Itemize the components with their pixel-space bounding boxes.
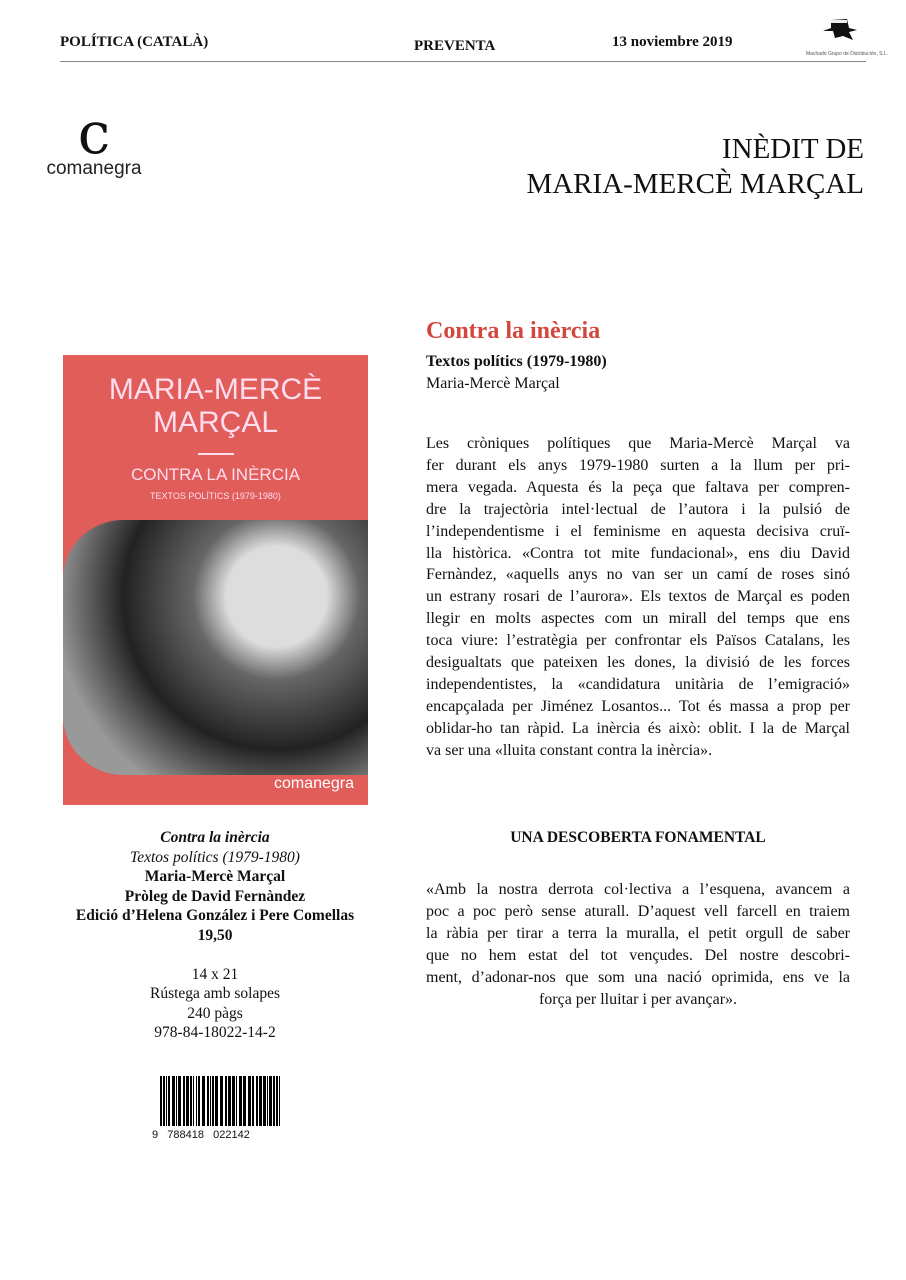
barcode-bar (163, 1076, 165, 1126)
text-line: Les cròniques polítiques que Maria-Mercè Marçal va (426, 435, 850, 452)
barcode-bar (176, 1076, 177, 1126)
barcode-bar (198, 1076, 200, 1126)
book-author: Maria-Mercè Marçal (426, 375, 560, 392)
text-line: la ràbia per tirar a terra la muralla, el petit orgull de saber (426, 924, 850, 942)
date: 13 noviembre 2019 (612, 34, 733, 50)
status: PREVENTA (414, 38, 496, 54)
barcode-bar (279, 1076, 280, 1126)
text-line: «Amb la nostra derrota col·lectiva a l’esquena, avancem a (426, 881, 850, 898)
barcode-bar (183, 1076, 185, 1126)
text-line: desigualtats que pateixen les dones, la divisió de les forces (426, 654, 850, 672)
text-line: dre la trajectòria intel·lectual de l’autora i la pulsió de (426, 500, 850, 518)
barcode-bar (236, 1076, 237, 1126)
headline: INÈDIT DE MARIA-MERCÈ MARÇAL (526, 133, 864, 200)
text-line: oblidar-ho tan ràpid. La inèrcia és això: oblit. I la de Marçal (426, 719, 850, 737)
barcode: 9 788418 022142 (152, 1076, 286, 1141)
barcode-bar (178, 1076, 181, 1126)
barcode-bar (212, 1076, 214, 1126)
text-line: Fernàndez, «aquells anys no van ser un camí de roses sinó (426, 566, 850, 584)
text-line: mera vegada. Aquesta és la peça que faltava per compren- (426, 478, 850, 496)
barcode-bar (232, 1076, 235, 1126)
barcode-bar (256, 1076, 258, 1126)
hat-man-icon (819, 16, 859, 46)
barcode-bar (267, 1076, 268, 1126)
barcode-bar (186, 1076, 189, 1126)
text-line: llegir en molts aspectes com un mirall del temps que ens (426, 610, 850, 628)
text-line: força per lluitar i per avançar». (538, 990, 738, 1008)
book-title: Contra la inèrcia (426, 318, 601, 344)
barcode-bar (259, 1076, 262, 1126)
barcode-bar (248, 1076, 251, 1126)
section-heading: UNA DESCOBERTA FONAMENTAL (510, 829, 766, 846)
barcode-bar (160, 1076, 162, 1126)
category: POLÍTICA (CATALÀ) (60, 34, 209, 50)
cover-photo (63, 520, 368, 775)
barcode-bar (190, 1076, 192, 1126)
text-line: encapçalada per Jiménez Losantos... Tot és massa a prop per (426, 697, 850, 715)
text-line: l’independentisme i el feminisme en aquesta decisiva cruï- (426, 522, 850, 540)
barcode-bar (166, 1076, 167, 1126)
text-line: que no hem estat del tot vençudes. Del nostre descobri- (426, 946, 850, 964)
text-line: un estrany rosari de l’aurora». Els textos de Marçal es poden (426, 588, 850, 606)
barcode-bar (210, 1076, 211, 1126)
barcode-bar (243, 1076, 246, 1126)
barcode-bar (276, 1076, 278, 1126)
text-line: fer durant els anys 1979-1980 surten a la llum per pri- (426, 456, 850, 474)
text-line: va ser una «lluita constant contra la inèrcia». (426, 741, 713, 759)
book-subtitle: Textos polítics (1979-1980) (426, 353, 607, 370)
barcode-bar (239, 1076, 242, 1126)
description (426, 433, 850, 762)
barcode-bar (215, 1076, 218, 1126)
text-line: toca viure: l’estratègia per confrontar els Països Catalans, les (426, 632, 850, 650)
quote (426, 879, 850, 1010)
barcode-bar (168, 1076, 170, 1126)
barcode-bar (263, 1076, 266, 1126)
distributor-logo: Machado Grupo de Distribución, S.L. (806, 16, 872, 57)
text-line: lla històrica. «Contra tot mite fundacional», ens diu David (426, 544, 850, 562)
text-line: ment, d’adonar-nos que som una nació oprimida, ens ve la (426, 968, 850, 986)
barcode-bar (207, 1076, 209, 1126)
barcode-bar (172, 1076, 175, 1126)
barcode-bar (273, 1076, 275, 1126)
barcode-bar (252, 1076, 254, 1126)
text-line: independentistes, la «candidatura unitària de l’emigració» (426, 675, 850, 693)
barcode-bar (193, 1076, 194, 1126)
barcode-bar (220, 1076, 223, 1126)
barcode-bar (202, 1076, 205, 1126)
text-line: poc a poc però sense aturall. D’aquest vell farcell en traiem (426, 902, 850, 920)
publisher-logo: c comanegra (46, 99, 142, 179)
header-rule (60, 61, 866, 62)
barcode-bars (152, 1076, 286, 1126)
barcode-bar (269, 1076, 272, 1126)
book-specs: Contra la inèrcia Textos polítics (1979-1980) Maria-Mercè Marçal Pròleg de David Fernàndez Edició d’Helena González i Pere Comellas 19,50 14 x 21 Rústega amb solapes 240 pàgs 978-84-18022-14-2 (75, 829, 355, 1042)
barcode-bar (196, 1076, 197, 1126)
book-cover: MARIA-MERCÈ MARÇAL CONTRA LA INÈRCIA TEXTOS POLÍTICS (1979-1980) comanegra (63, 355, 368, 805)
barcode-bar (228, 1076, 231, 1126)
barcode-bar (225, 1076, 227, 1126)
